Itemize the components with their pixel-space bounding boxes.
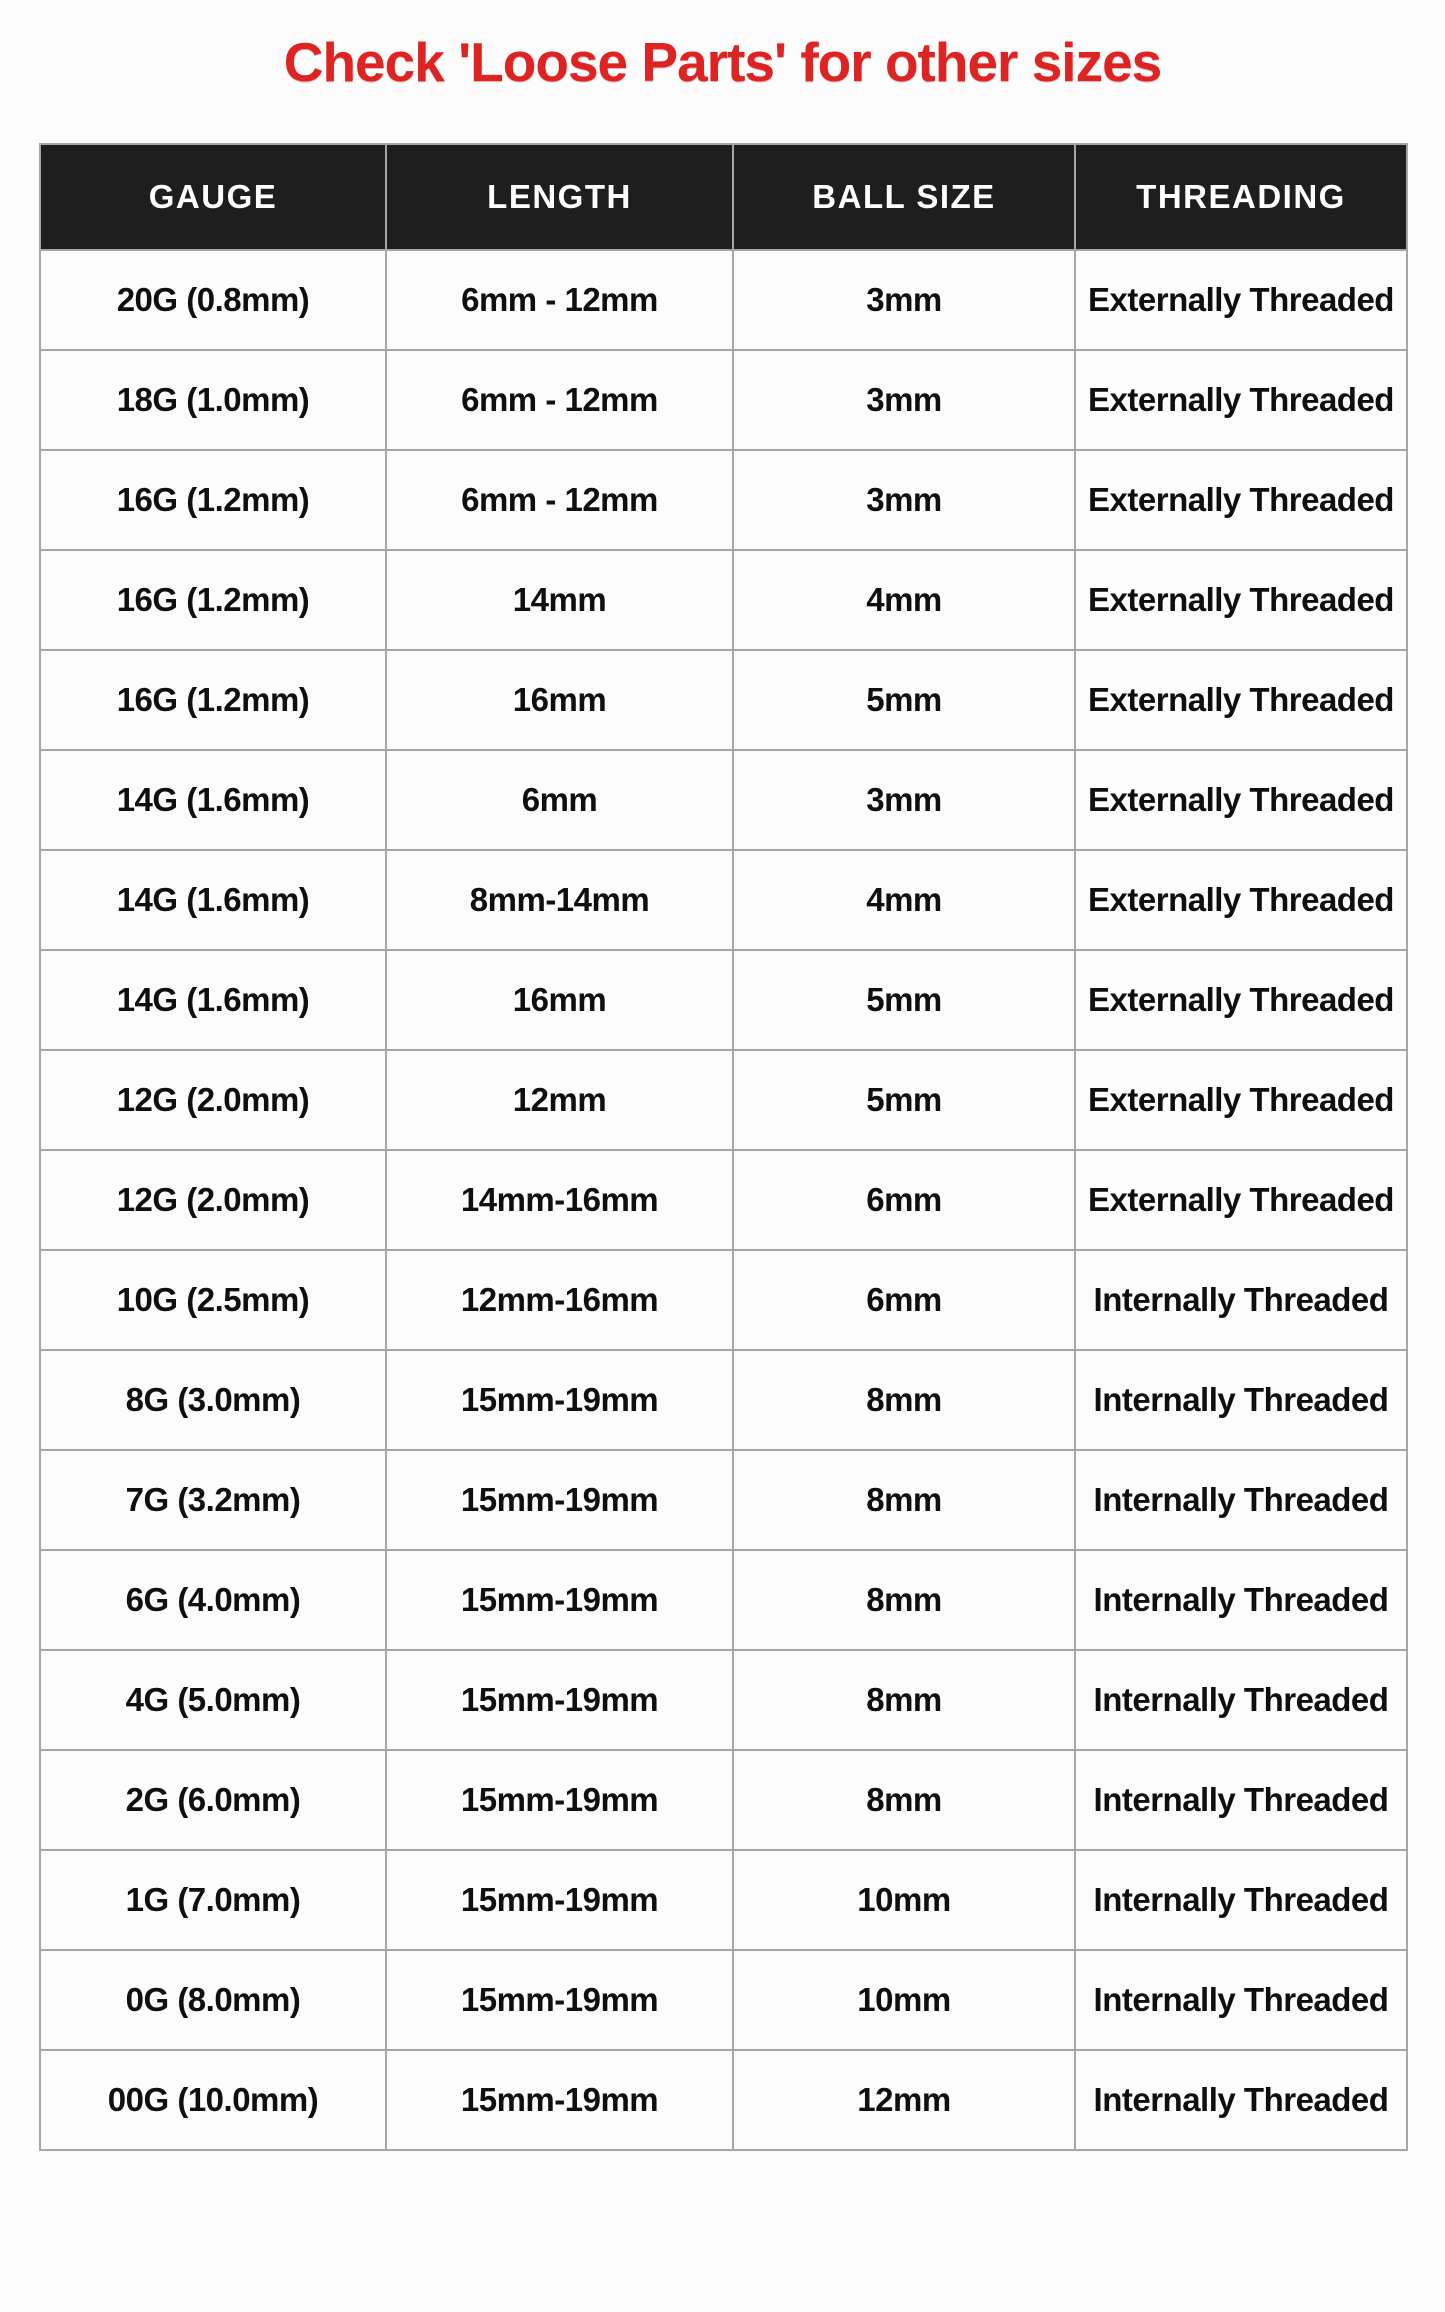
table-cell: 12G (2.0mm) bbox=[40, 1050, 386, 1150]
table-cell: 15mm-19mm bbox=[386, 1450, 733, 1550]
table-cell: 5mm bbox=[733, 650, 1075, 750]
table-body bbox=[40, 250, 1407, 2150]
table-cell: 3mm bbox=[733, 450, 1075, 550]
table-cell: 4mm bbox=[733, 850, 1075, 950]
table-cell: Internally Threaded bbox=[1075, 1350, 1407, 1450]
table-cell: Internally Threaded bbox=[1075, 2050, 1407, 2150]
table-row bbox=[40, 1050, 1407, 1150]
table-cell: 15mm-19mm bbox=[386, 1550, 733, 1650]
table-cell: Externally Threaded bbox=[1075, 850, 1407, 950]
table-row bbox=[40, 1750, 1407, 1850]
table-cell: Internally Threaded bbox=[1075, 1950, 1407, 2050]
table-cell: 6G (4.0mm) bbox=[40, 1550, 386, 1650]
table-cell: 15mm-19mm bbox=[386, 1750, 733, 1850]
table-cell: Externally Threaded bbox=[1075, 1050, 1407, 1150]
table-row bbox=[40, 850, 1407, 950]
column-header: LENGTH bbox=[386, 144, 733, 250]
table-cell: 14G (1.6mm) bbox=[40, 750, 386, 850]
column-header: THREADING bbox=[1075, 144, 1407, 250]
column-header: GAUGE bbox=[40, 144, 386, 250]
table-row bbox=[40, 1950, 1407, 2050]
table-cell: 14G (1.6mm) bbox=[40, 950, 386, 1050]
table-cell: 2G (6.0mm) bbox=[40, 1750, 386, 1850]
table-cell: 14mm bbox=[386, 550, 733, 650]
table-cell: 7G (3.2mm) bbox=[40, 1450, 386, 1550]
table-cell: Internally Threaded bbox=[1075, 1850, 1407, 1950]
table-cell: 8mm bbox=[733, 1650, 1075, 1750]
table-cell: 3mm bbox=[733, 750, 1075, 850]
table-cell: Internally Threaded bbox=[1075, 1750, 1407, 1850]
table-cell: 8mm bbox=[733, 1350, 1075, 1450]
table-row bbox=[40, 1650, 1407, 1750]
table-cell: 8G (3.0mm) bbox=[40, 1350, 386, 1450]
table-cell: 20G (0.8mm) bbox=[40, 250, 386, 350]
table-row bbox=[40, 1250, 1407, 1350]
table-cell: 14mm-16mm bbox=[386, 1150, 733, 1250]
table-cell: Internally Threaded bbox=[1075, 1650, 1407, 1750]
table-cell: 15mm-19mm bbox=[386, 2050, 733, 2150]
table-cell: 3mm bbox=[733, 250, 1075, 350]
table-cell: Externally Threaded bbox=[1075, 750, 1407, 850]
table-cell: 10mm bbox=[733, 1950, 1075, 2050]
table-cell: 16mm bbox=[386, 650, 733, 750]
table-cell: 6mm bbox=[733, 1150, 1075, 1250]
table-cell: Externally Threaded bbox=[1075, 650, 1407, 750]
table-row bbox=[40, 1450, 1407, 1550]
table-cell: 1G (7.0mm) bbox=[40, 1850, 386, 1950]
table-cell: 15mm-19mm bbox=[386, 1850, 733, 1950]
table-row bbox=[40, 250, 1407, 350]
table-cell: 6mm - 12mm bbox=[386, 350, 733, 450]
table-cell: Internally Threaded bbox=[1075, 1550, 1407, 1650]
table-cell: 15mm-19mm bbox=[386, 1650, 733, 1750]
table-cell: Externally Threaded bbox=[1075, 1150, 1407, 1250]
table-cell: Externally Threaded bbox=[1075, 550, 1407, 650]
table-cell: Externally Threaded bbox=[1075, 450, 1407, 550]
table-row bbox=[40, 950, 1407, 1050]
size-table bbox=[39, 143, 1408, 2151]
table-cell: 5mm bbox=[733, 950, 1075, 1050]
table-row bbox=[40, 1350, 1407, 1450]
table-cell: 6mm bbox=[386, 750, 733, 850]
table-cell: 18G (1.0mm) bbox=[40, 350, 386, 450]
table-cell: 15mm-19mm bbox=[386, 1350, 733, 1450]
table-cell: Externally Threaded bbox=[1075, 950, 1407, 1050]
table-row bbox=[40, 550, 1407, 650]
table-cell: 5mm bbox=[733, 1050, 1075, 1150]
table-cell: 12mm bbox=[386, 1050, 733, 1150]
table-cell: 0G (8.0mm) bbox=[40, 1950, 386, 2050]
table-row bbox=[40, 450, 1407, 550]
table-cell: 10mm bbox=[733, 1850, 1075, 1950]
table-cell: 16mm bbox=[386, 950, 733, 1050]
table-cell: 8mm bbox=[733, 1750, 1075, 1850]
table-cell: 14G (1.6mm) bbox=[40, 850, 386, 950]
table-cell: Externally Threaded bbox=[1075, 250, 1407, 350]
table-cell: 8mm bbox=[733, 1550, 1075, 1650]
table-row bbox=[40, 1850, 1407, 1950]
table-row bbox=[40, 1550, 1407, 1650]
table-cell: 16G (1.2mm) bbox=[40, 550, 386, 650]
table-header bbox=[40, 144, 1407, 250]
table-cell: 10G (2.5mm) bbox=[40, 1250, 386, 1350]
table-cell: 12mm bbox=[733, 2050, 1075, 2150]
table-cell: 12mm-16mm bbox=[386, 1250, 733, 1350]
table-cell: 6mm bbox=[733, 1250, 1075, 1350]
table-cell: 16G (1.2mm) bbox=[40, 650, 386, 750]
column-header: BALL SIZE bbox=[733, 144, 1075, 250]
table-cell: 6mm - 12mm bbox=[386, 450, 733, 550]
table-header-row bbox=[40, 144, 1407, 250]
table-row bbox=[40, 650, 1407, 750]
table-cell: 00G (10.0mm) bbox=[40, 2050, 386, 2150]
table-cell: 6mm - 12mm bbox=[386, 250, 733, 350]
table-cell: 4G (5.0mm) bbox=[40, 1650, 386, 1750]
page-title: Check 'Loose Parts' for other sizes bbox=[283, 31, 1162, 93]
table-cell: 3mm bbox=[733, 350, 1075, 450]
table-cell: 15mm-19mm bbox=[386, 1950, 733, 2050]
table-cell: Externally Threaded bbox=[1075, 350, 1407, 450]
table-row bbox=[40, 750, 1407, 850]
table-row bbox=[40, 2050, 1407, 2150]
table-cell: 8mm bbox=[733, 1450, 1075, 1550]
table-row bbox=[40, 1150, 1407, 1250]
table-cell: Internally Threaded bbox=[1075, 1250, 1407, 1350]
table-row bbox=[40, 350, 1407, 450]
table-cell: 8mm-14mm bbox=[386, 850, 733, 950]
table-cell: 4mm bbox=[733, 550, 1075, 650]
table-cell: Internally Threaded bbox=[1075, 1450, 1407, 1550]
table-cell: 16G (1.2mm) bbox=[40, 450, 386, 550]
table-cell: 12G (2.0mm) bbox=[40, 1150, 386, 1250]
